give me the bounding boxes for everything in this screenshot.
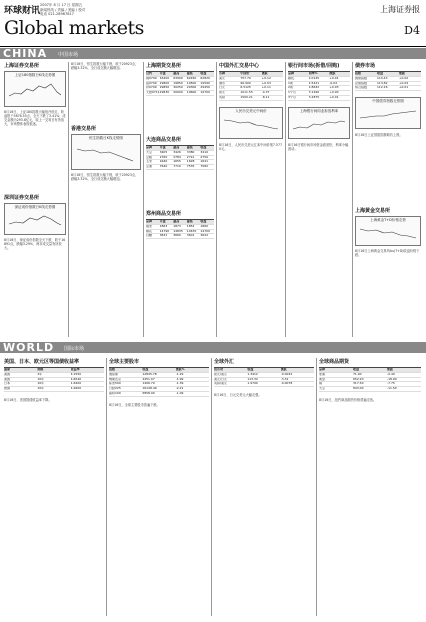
table-header: 币种 中间价 涨跌 [219, 72, 283, 77]
table-row: 德国 10年 4.2600 [4, 387, 104, 392]
chart-title: 上证180指数日K线走势图 [14, 73, 56, 77]
chart-title: 恒生指数日K线走势图 [89, 136, 123, 140]
body-text-bank: 8月16日银行间市场资金面宽松，利率小幅波动。 [288, 142, 349, 151]
newspaper-name: 上海证券报 [380, 5, 420, 14]
divider [316, 358, 317, 616]
table-header: 国家 期限 收益率 [4, 368, 104, 373]
column-world-fx [214, 358, 314, 616]
table-row: 欧元/美元 1.3412 -0.0032 [214, 373, 314, 378]
divider [285, 62, 286, 337]
chart-gold [355, 216, 421, 246]
table-row: 英镑 1500.21 -8.11 [219, 96, 283, 101]
table-row: 纳斯达克 2451.07 -1.99 [109, 378, 209, 383]
table-row: 日本 10年 1.6400 [4, 382, 104, 387]
divider [211, 358, 212, 616]
table-header: 品种 收盘 涨跌 [319, 368, 421, 373]
column-sh-sz [4, 62, 66, 337]
table-row: 1周 2.5421 -0.02 [288, 82, 350, 87]
table-row: 道琼斯 12845.78 -1.29 [109, 373, 209, 378]
issue-date: 2007年 8 月 17 日 星期五 [40, 3, 83, 7]
body-text-world-fx: 8月16日，日元兑美元大幅走强。 [214, 393, 262, 398]
column-hk [71, 62, 141, 337]
table-row: 欧元 1011.55 -4.37 [219, 91, 283, 96]
section-title-bond: 债券市场 [355, 63, 376, 69]
table-dalian [146, 145, 214, 170]
column-bond-gold [355, 62, 421, 337]
masthead [0, 0, 426, 47]
table-row: 综合指数 112.16 +0.01 [355, 86, 421, 91]
section-title-dalian: 大连商品交易所 [146, 136, 182, 143]
table-world-fx [214, 367, 314, 387]
sz-line [7, 210, 63, 230]
table-row: 企债指数 113.82 +0.04 [355, 82, 421, 87]
table-header: 品种 利率% 涨跌 [288, 72, 350, 77]
table-row: 2周 2.8632 +0.03 [288, 86, 350, 91]
table-row: 美国 2年 4.1550 [4, 373, 104, 378]
body-text-world-stocks: 8月16日，全球主要股市普遍下跌。 [109, 402, 160, 407]
china-label: CHINA [3, 47, 48, 60]
brand-title: 环球财讯 [4, 6, 41, 16]
column-world-stocks [109, 358, 209, 616]
section-title-world-commod: 全球商品期货 [319, 359, 350, 365]
divider [352, 62, 353, 337]
gold-line [358, 223, 418, 241]
body-text-bond: 8月16日上证国债指数略有上涨。 [355, 133, 403, 138]
table-row: 日经225 16148.49 -2.21 [109, 387, 209, 392]
table-row: 3个月 3.2875 +0.01 [288, 96, 350, 101]
table-zhengzhou [146, 219, 214, 239]
rmb-line [222, 114, 280, 134]
table-row: 英镑/美元 1.9790 -0.0078 [214, 382, 314, 387]
chart-sh-index [4, 71, 66, 107]
section-title-shenzhen: 深圳证券交易所 [4, 195, 40, 201]
table-row: 铜 317.50 -7.75 [319, 382, 421, 387]
world-label: WORLD [3, 341, 55, 354]
section-title-gold: 上海黄金交易所 [355, 208, 391, 215]
divider [143, 62, 144, 337]
body-text-sz: 8月16日，深证成份指数全天下跌，收于16891点，跌幅3.29%，两市成交量有所放大。 [4, 238, 66, 251]
world-tag: 国际市场 [64, 346, 85, 352]
column-fx [219, 62, 283, 337]
table-row: 玉米 1640 1655 1628 1641 [146, 160, 214, 165]
body-text-sh: 8月16日，上证180指数大幅低开低走，收盘报于3876.55点，全天下跌了3.41%；成交金额为293.8亿元，较上一交易日有所放大，市场整体表现低迷。 [4, 110, 66, 127]
table-world-bonds [4, 367, 104, 392]
table-row: 港币 96.900 +0.03 [219, 82, 283, 87]
column-futures [146, 62, 214, 337]
column-world-bonds [4, 358, 104, 616]
chart-title: 人民币兑美元中间价 [235, 108, 267, 113]
page-title: Global markets [4, 17, 144, 39]
table-world-commod [319, 367, 421, 392]
table-row: 富时100 5858.90 -1.09 [109, 392, 209, 397]
chart-title: 上海银行间同业拆放利率 [299, 108, 339, 113]
chart-rmb-mid [219, 107, 283, 139]
table-header: 品种 开盘 最高 最低 收盘 [146, 146, 214, 151]
chart-title: 上海黄金T+D价格走势 [370, 218, 406, 223]
section-title-fx: 中国外汇交易中心 [219, 63, 260, 69]
body-text-fx: 8月16日，人民币兑美元汇率中间价报7.5770元。 [219, 142, 283, 151]
table-row: 大豆 3405 3426 3380 3410 [146, 151, 214, 156]
china-section-bar [0, 48, 426, 59]
world-section-bar [0, 342, 426, 353]
body-text-world-bonds: 8月16日，美国国债收益率下降。 [4, 397, 52, 402]
divider [106, 358, 107, 616]
table-row: 强麦 1863 1873 1852 1860 [146, 225, 214, 230]
table-header: 货币对 收盘 涨跌 [214, 368, 314, 373]
body-text-world-commod: 8月16日，纽约商品期货价格普遍走低。 [319, 397, 377, 402]
table-header: 合约 开盘 最高 最低 收盘 [146, 72, 214, 77]
page-number: D4 [404, 24, 420, 37]
section-title-shfe: 上海期货交易所 [146, 63, 182, 69]
divider [68, 62, 69, 337]
body-text-gold: 8月16日上海黄金交易所Au(T+D)收盘价格下跌。 [355, 249, 420, 258]
hk-line [75, 141, 137, 165]
body-text-hk-top: 8月16日，恒生指数大幅下挫，收于20923点，跌幅3.32%，全日成交额大幅增加。 [71, 62, 139, 71]
table-fx [219, 71, 283, 101]
table-header: 指数 收盘 涨跌% [109, 368, 209, 373]
table-row: 豆粕 2760 2784 2721 2750 [146, 156, 214, 161]
table-row: 锌0709 29850 30250 29300 29450 [146, 86, 214, 91]
table-row: 铝0709 19800 19850 19500 19590 [146, 82, 214, 87]
sh-line [7, 78, 63, 102]
table-row: 棉花 14790 14835 14670 14700 [146, 230, 214, 235]
table-bank [288, 71, 350, 101]
divider [216, 62, 217, 337]
section-title-bank: 银行间市场(拆借/回购) [288, 63, 340, 69]
section-title-world-fx: 全球外汇 [214, 359, 235, 365]
masthead-meta [40, 3, 240, 17]
table-row: 1个月 3.1290 +0.00 [288, 91, 350, 96]
table-row: 天胶0711 19830 20000 19600 19700 [146, 91, 214, 96]
table-row: 美元 757.70 +0.12 [219, 77, 283, 82]
column-world-commod [319, 358, 421, 616]
table-row: 原油 71.00 -0.40 [319, 373, 421, 378]
shibor-line [291, 114, 347, 134]
hotline: 电话 021-28967817 [40, 12, 74, 16]
chart-hk-index [71, 134, 141, 170]
chart-sz-index [4, 203, 66, 235]
table-row: 标普500 1406.70 -1.39 [109, 382, 209, 387]
table-row: 美国 10年 4.6540 [4, 378, 104, 383]
section-title-zhengzhou: 郑州商品交易所 [146, 210, 182, 217]
table-header: 指数 收盘 涨跌 [355, 72, 421, 77]
bond-line [358, 104, 418, 124]
table-row: 隔夜 2.0145 +0.01 [288, 77, 350, 82]
table-row: 日元 6.5125 +0.11 [219, 86, 283, 91]
column-bank [288, 62, 350, 337]
table-shfe [146, 71, 214, 96]
body-text-hk: 8月16日，恒生指数大幅下挫，收于20923点，跌幅3.32%，全日成交额大幅增加。 [71, 173, 139, 182]
chart-bond-index [355, 97, 421, 129]
table-row: 豆油 7640 7710 7535 7582 [146, 165, 214, 170]
table-row: 白糖 3631 3660 3601 3622 [146, 234, 214, 239]
table-row: 铜0709 63400 63900 62450 62820 [146, 77, 214, 82]
table-header: 品种 开盘 最高 最低 收盘 [146, 220, 214, 225]
chart-title: 深证成份指数日K线走势图 [14, 205, 56, 209]
section-title-hk: 香港交易所 [71, 126, 97, 132]
chart-shibor [288, 107, 350, 139]
table-row: 大豆 843.00 -11.50 [319, 387, 421, 392]
table-world-stocks [109, 367, 209, 397]
table-row: 国债指数 110.43 +0.02 [355, 77, 421, 82]
table-row: 美元/日元 113.32 -3.31 [214, 378, 314, 383]
chart-title: 中国债券指数走势图 [372, 99, 404, 104]
table-bond [355, 71, 421, 91]
editors-line: 新闻热线 / 责编 / 美编 / 校对 [40, 7, 86, 12]
table-row: 黄金 652.20 -18.90 [319, 378, 421, 383]
section-title-world-bonds: 美国、日本、欧元区等国债收益率 [4, 359, 80, 365]
china-tag: 中国市场 [58, 52, 79, 58]
section-title-shanghai: 上海证券交易所 [4, 63, 40, 69]
section-title-world-stocks: 全球主要股市 [109, 359, 140, 365]
